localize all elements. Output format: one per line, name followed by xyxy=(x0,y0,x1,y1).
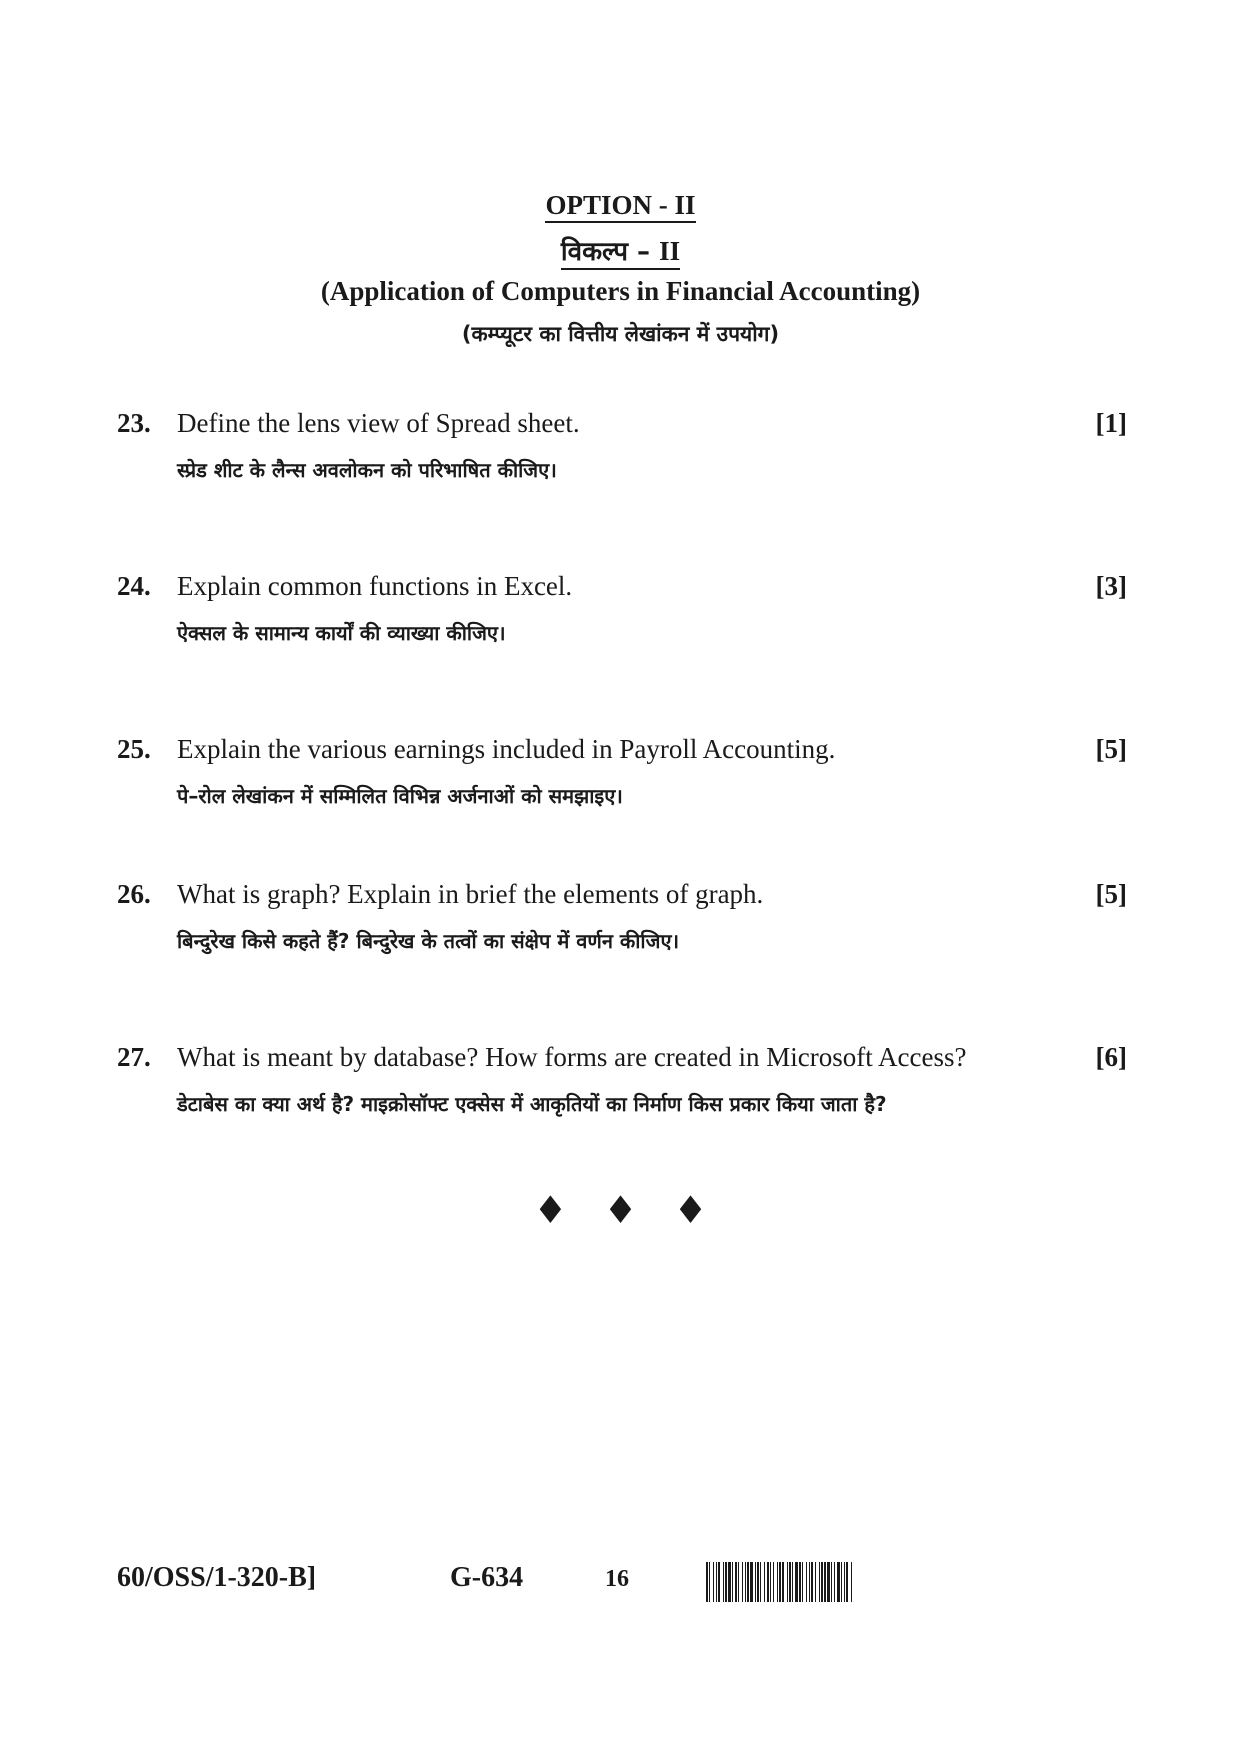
question-text-hindi: ऐक्सल के सामान्य कार्यों की व्याख्या कीजिए। xyxy=(177,621,506,645)
question-text: Explain common functions in Excel. xyxy=(177,571,573,601)
question-number: 25. xyxy=(117,734,151,764)
question-text: Define the lens view of Spread sheet. xyxy=(177,408,580,438)
option-hindi-dash: – xyxy=(627,237,660,267)
question-marks: [3] xyxy=(1095,571,1127,601)
option-title xyxy=(0,190,1241,221)
question-text-hindi: डेटाबेस का क्या अर्थ है? माइक्रोसॉफ्ट एक्सेस में आकृतियों का निर्माण किस प्रकार किया जाता है? xyxy=(177,1092,887,1116)
question-text-hindi: बिन्दुरेख किसे कहते हैं? बिन्दुरेख के तत्वों का संक्षेप में वर्णन कीजिए। xyxy=(177,929,680,953)
option-title-text: OPTION - II xyxy=(545,190,695,223)
footer-paper-code: 60/OSS/1-320-B] xyxy=(117,1562,317,1593)
question-text-hindi: पे–रोल लेखांकन में सम्मिलित विभिन्न अर्जनाओं को समझाइए। xyxy=(177,784,623,808)
question-text-hindi: स्प्रेड शीट के लैन्स अवलोकन को परिभाषित कीजिए। xyxy=(177,458,557,482)
question-number: 24. xyxy=(117,571,151,601)
question-23 xyxy=(117,403,1127,485)
question-number: 27. xyxy=(117,1042,151,1072)
question-text: What is graph? Explain in brief the elements of graph. xyxy=(177,879,764,909)
end-of-paper-diamonds: ♦♦♦ xyxy=(533,1188,744,1232)
question-24 xyxy=(117,566,1127,648)
option-title-hindi-text xyxy=(561,237,680,270)
question-number: 23. xyxy=(117,408,151,438)
option-hindi-num: II xyxy=(659,236,681,266)
question-text: Explain the various earnings included in Payroll Accounting. xyxy=(177,734,836,764)
subject-title-hindi: (कम्प्यूटर का वित्तीय लेखांकन में उपयोग) xyxy=(461,322,780,346)
question-text: What is meant by database? How forms are created in Microsoft Access? xyxy=(177,1042,967,1072)
question-marks: [6] xyxy=(1095,1042,1127,1072)
question-26 xyxy=(117,874,1127,956)
option-hindi-word: विकल्प xyxy=(560,237,628,267)
footer-set-code: G-634 xyxy=(450,1562,524,1593)
footer-page-number: 16 xyxy=(605,1566,629,1592)
question-27 xyxy=(117,1037,1127,1119)
barcode-image xyxy=(706,1562,974,1602)
question-25 xyxy=(117,729,1127,811)
question-marks: [1] xyxy=(1095,408,1127,438)
option-title-hindi xyxy=(0,232,1241,268)
subject-title: (Application of Computers in Financial Accounting) xyxy=(320,276,921,306)
question-marks: [5] xyxy=(1095,734,1127,764)
question-number: 26. xyxy=(117,879,151,909)
question-marks: [5] xyxy=(1095,879,1127,909)
